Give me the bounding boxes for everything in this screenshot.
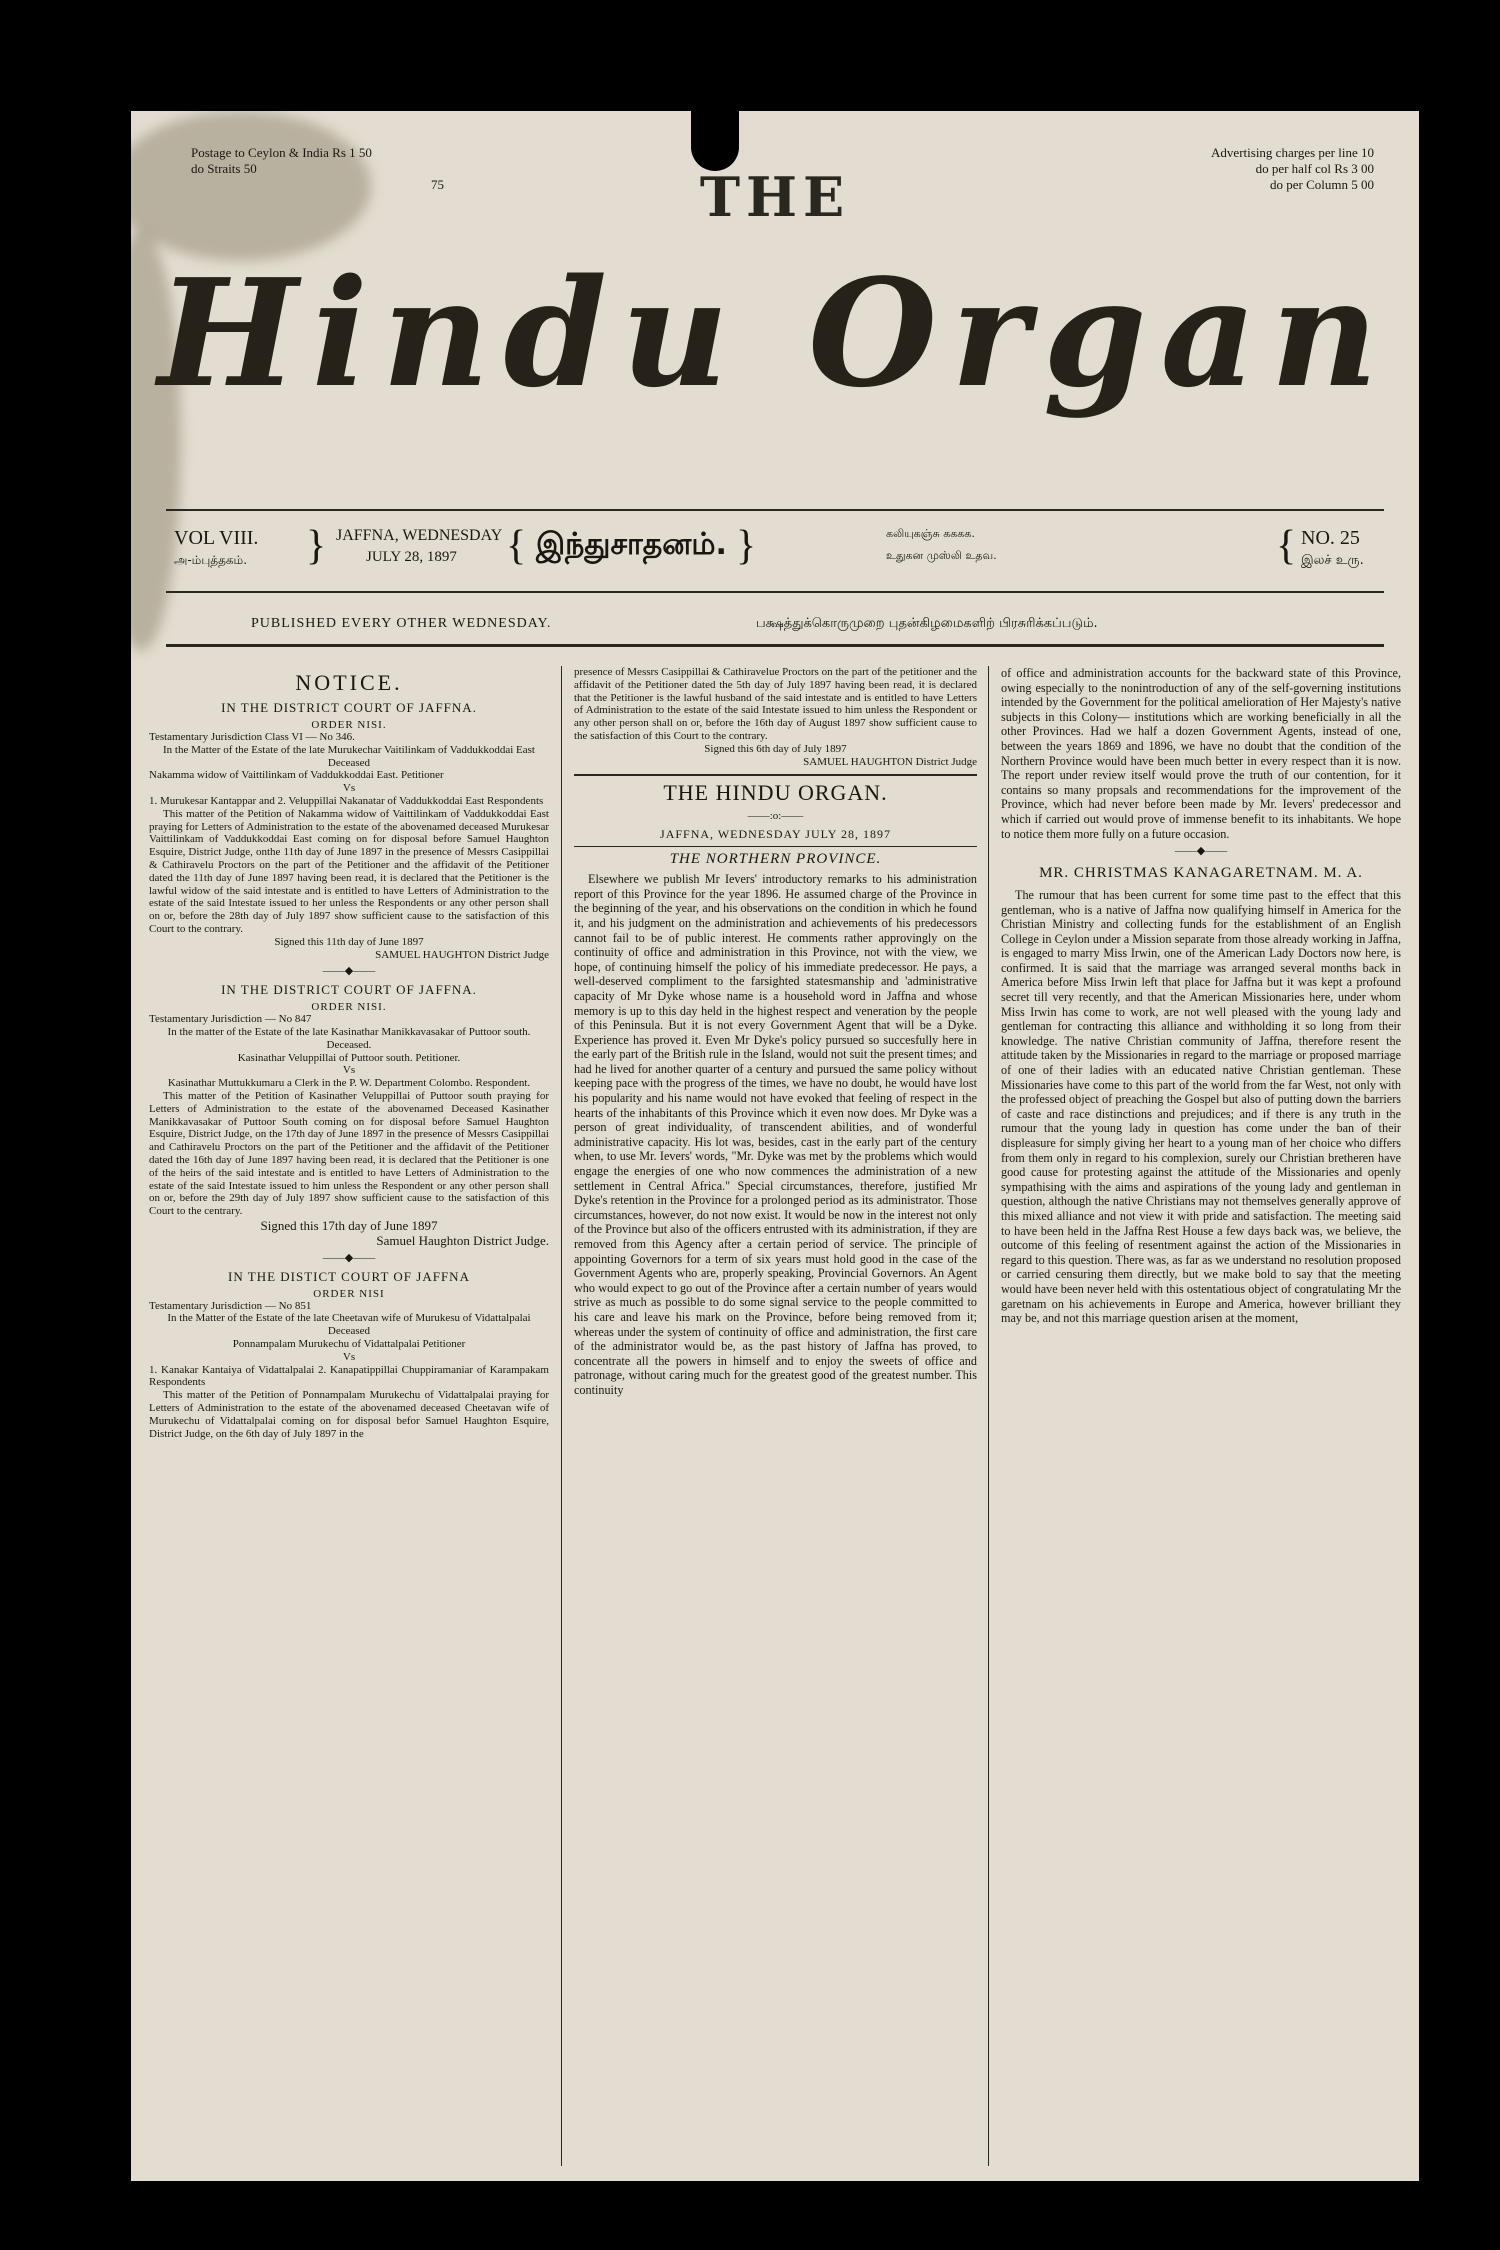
adv-line: Advertising charges per line 10	[1211, 145, 1374, 160]
place-day: JAFFNA, WEDNESDAY	[336, 527, 503, 544]
subs-line: 75	[431, 177, 444, 192]
order-nisi: ORDER NISI	[313, 1287, 385, 1300]
issue-number-tamil: இலச் உரு.	[1301, 553, 1364, 568]
case-number: Testamentary Jurisdiction Class VI — No 346.	[149, 731, 355, 743]
versus: Vs	[342, 782, 356, 795]
newspaper-page	[131, 111, 1419, 2181]
issue-date: JULY 28, 1897	[366, 549, 457, 565]
volume-tamil: அ-ம்புத்தகம்.	[174, 553, 248, 567]
issue-number: NO. 25	[1301, 527, 1360, 549]
separator: ——◆——	[1174, 845, 1228, 858]
tamil-title: இந்துசாதனம்.	[536, 527, 727, 562]
separator: ——:o:——	[747, 810, 804, 823]
petitioner: Ponnampalam Murukechu of Vidattalpalai Petitioner	[232, 1338, 466, 1351]
divider	[574, 846, 977, 847]
court-heading: IN THE DISTRICT COURT OF JAFFNA.	[221, 982, 477, 998]
column-1	[149, 666, 549, 1440]
tamil-era: கலியுகஞ்சு கககக.	[886, 527, 975, 540]
volume: VOL VIII.	[174, 527, 259, 549]
dateline: JAFFNA, WEDNESDAY JULY 28, 1897	[660, 827, 891, 842]
estate-matter: In the matter of the Estate of the late Kasinathar Manikkavasakar of Puttoor south. Deceased.	[167, 1025, 531, 1051]
column-rule	[988, 666, 989, 2166]
notice-body: This matter of the Petition of Nakamma widow of Vaittilinkam of Vaddukkoddai East praying for Letters of Administration to the estate of the abovenamed deceased Murukesar Vaittilinkam of Vaddukkoddai East coming on for disposal before Samuel Haughton Esquire, District Judge, onthe 11th day of June 1897 in the presence of Messrs Casippillai & Cathiravelu Proctors on the part of the Petitioner and the affidavit of the Petitioner dated the 11th day of June 1897 having been read, it is declared that the Petitioner is the lawful widow of the said intestate and is entitled to have Letters of Administration to the estate of the said Intestate issued to her unless the Respondents or any other person shall on or, before the 28th day of July 1897 show sufficient cause to the satisfaction of this Court to the contrary.	[149, 807, 549, 935]
article-headline: THE NORTHERN PROVINCE.	[669, 851, 882, 868]
notice-body: This matter of the Petition of Ponnampalam Murukechu of Vidattalpalai praying for Letters of Administration to the estate of the abovenamed deceased Cheetavan wife of Murukechu of Vidattalpalai coming on for disposal befor Samuel Haughton Esquire, District Judge, on the 6th day of July 1897 in the	[149, 1389, 549, 1440]
order-nisi: ORDER NISI.	[311, 719, 387, 731]
divider	[166, 509, 1384, 511]
estate-matter: In the Matter of the Estate of the late Murukechar Vaitilinkam of Vaddukkoddai East Deceased	[163, 743, 535, 769]
respondents: 1. Murukesar Kantappar and 2. Veluppillai Nakanatar of Vaddukkoddai East Respondents	[149, 794, 544, 807]
notice-body: This matter of the Petition of Kasinather Veluppillai of Puttoor south praying for Letters of Administration to the estate of the abovenamed Deceased Kasinather Manikkavasakar of Puttoor South coming on for disposal before Samuel Haughton Esquire, District Judge, on the 17th day of June 1897 in the presence of Messrs Casippillai and Cathiravelu Proctors on the part of the Petitioner and the affidavit of the Petitioner dated the 16th day of June 1897 having been read, it is declared that the Petitioner is one of the heirs of the said intestate and is entitled to have Letters of Administration to the estate of the said Intestate issued to him unless the Respondent or any other person shall on or, before the 29th day of July 1897 show sufficient cause to the satisfaction of this Court to the centrary.	[149, 1089, 549, 1218]
advertising-rates	[1211, 145, 1374, 193]
volume-bar	[166, 521, 1384, 581]
estate-matter: In the Matter of the Estate of the late Cheetavan wife of Murukesu of Vidattalpalai Deceased	[167, 1312, 531, 1338]
paper-name: THE HINDU ORGAN.	[663, 780, 888, 806]
judge-signature: SAMUEL HAUGHTON District Judge	[803, 755, 977, 768]
notice-body-continued: presence of Messrs Casippillai & Cathiravelue Proctors on the part of the petitioner and the affidavit of the Petitioner dated the 5th day of July 1897 having been read, it is declared that the Petitioner is the lawful husband of the said intestate and is entitled to have Letters of Administration to the estate of the said Intestate issued to him unless the Respondent or any other person shall on or, before the 16th day of August 1897 show sufficient cause to the satisfaction of this Court to the contrary.	[574, 666, 977, 742]
court-heading: IN THE DISTICT COURT OF JAFFNA	[228, 1268, 470, 1284]
column-3	[1001, 666, 1401, 1326]
signed-line: Signed this 6th day of July 1897	[704, 742, 847, 755]
masthead-top	[131, 145, 1419, 229]
article-body: Elsewhere we publish Mr Ievers' introductory remarks to his administration report of this Province for the year 1896. He assumed charge of the Province in the beginning of the year, and his observations on the condition in which he found it, and his judgment on the administration and achievements of his predecessors cannot fail to be of public interest. He comments rather approvingly on the continuity of office and administration in this Province, not with the view, we hope, of continuing himself the policy of his immediate predecessor. He pays, a well-deserved compliment to the farsighted statesmanship and 'administrative capacity of Mr Dyke whose name is a household word in Jaffna and whose memory is up to this day held in the highest respect and veneration by the people of this Peninsula. But it is not every Government Agent that will be a Dyke. Experience has proved it. Even Mr Dyke's policy pursued so succesfully here in the early part of the British rule in the Island, would not suit the present times; and had he lived for another quarter of a century and pursued the same policy without keeping pace with the progress of the times, we have no doubt, he would have lost his popularity and his name would not have evoked that feeling of respect in the hearts of the inhabitants of this Province which it even now does. Mr Dyke was a person of great individuality, of transcendent abilities, and of wonderful administrative capacity. His lot was, besides, cast in the early part of the century when, to use Mr. Ievers' words, "Mr. Dyke was met by the problems which would engage the energies of one who now commences the administration of a new settlement in Central Africa." Special circumstances, therefore, justified Mr Dyke's retention in the Province for a prolonged period as its administrator. Those circumstances, however, do not now exist. It would be now in the interest not only of the Province but also of the officers entrusted with its administration, if they are removed from this Agency after a certain period of service. The principle of appointing Governors for a term of six years must hold good in the case of the Government Agents who are, properly speaking, Provincial Governors. An Agent who would expect to go out of the Province after a certain number of years would strive as much as possible to do some signal service to the people committed to his care and leave his mark on the Province, before being removed from it; whereas under the system of continuity of office and administration, the first care of the administrator would be, as the past history of Jaffna has proved, to concentrate all the powers in himself and to enjoy the sweets of office and patronage, without caring much for the greatest good of the greatest number. This continuity	[574, 872, 977, 1397]
divider	[166, 591, 1384, 593]
masthead-the: THE	[699, 165, 851, 229]
petitioner: Nakamma widow of Vaittilinkam of Vaddukkoddai East. Petitioner	[149, 769, 444, 782]
article-headline: MR. CHRISTMAS KANAGARETNAM. M. A.	[1039, 864, 1363, 881]
order-nisi: ORDER NISI.	[311, 1001, 387, 1014]
published-tamil: பக்ஷத்துக்கொருமுறை புதன்கிழமைகளிற் பிரசுரிக்கப்படும்.	[756, 616, 1098, 631]
separator: ——◆——	[322, 1251, 376, 1264]
divider	[574, 774, 977, 776]
article-body-continued: of office and administration accounts for the backward state of this Province, owing especially to the nonintroduction of any of the self-governing institutions intended by the Government for the political amelioration of Her Majesty's native subjects in this Colony— institutions which are working beneficially in all the other Provinces. Had we half a dozen Government Agents, instead of one, between the years 1869 and 1896, we have no doubt that the condition of the Northern Province would have been much better in every respect than it is now. The report under review itself would prove the truth of our contention, for it contains so many propsals and recommendations for the improvement of the Province, which had never before been made by Mr. Ievers' predecessor and which if carried out would prove of immense benefit to its inhabitants. We hope to notice them more fully on a future occasion.	[1001, 666, 1401, 841]
signed-line: Signed this 11th day of June 1897	[274, 935, 424, 948]
subs-line: do Straits 50	[191, 161, 257, 176]
brace: {	[1276, 523, 1297, 569]
notice-heading: NOTICE.	[295, 670, 403, 695]
case-number: Testamentary Jurisdiction — No 851	[149, 1299, 312, 1312]
subs-line: Postage to Ceylon & India Rs 1 50	[191, 145, 372, 160]
petitioner: Kasinathar Veluppillai of Puttoor south. Petitioner.	[237, 1051, 461, 1064]
adv-line: do per half col Rs 3 00	[1255, 161, 1374, 176]
divider	[166, 644, 1384, 647]
versus: Vs	[342, 1350, 356, 1363]
respondents: Kasinathar Muttukkumaru a Clerk in the P. W. Department Colombo. Respondent.	[167, 1077, 531, 1090]
signed-line: Signed this 17th day of June 1897	[260, 1217, 438, 1233]
published-english: PUBLISHED EVERY OTHER WEDNESDAY.	[251, 616, 552, 631]
brace: {	[506, 523, 527, 569]
versus: Vs	[342, 1064, 356, 1077]
judge-signature: SAMUEL HAUGHTON District Judge	[375, 948, 549, 961]
column-rule	[561, 666, 562, 2166]
publication-line	[166, 616, 1384, 636]
tamil-era: உதுகன முஸ்லி உதவ.	[886, 549, 997, 562]
case-number: Testamentary Jurisdiction — No 847	[149, 1013, 312, 1026]
court-heading: IN THE DISTRICT COURT OF JAFFNA.	[221, 700, 477, 715]
judge-signature: Samuel Haughton District Judge.	[376, 1232, 549, 1248]
brace: }	[306, 523, 327, 569]
brace: }	[736, 523, 757, 569]
column-2	[574, 666, 977, 1398]
article-body: The rumour that has been current for some time past to the effect that this gentleman, who is a native of Jaffna now qualifying himself in America for the Christian Ministry and collecting funds for the establishment of an English College in Ceylon under a Mission separate from those already working in Jaffna, is engaged to marry Miss Irwin, one of the American Lady Doctors now here, is confirmed. It is said that the marriage was arranged several months back in America before Miss Irwin left that place for Jaffna but it was kept a profound secret till very recently, and that the American Missionaries here, under whom Miss Irwin has come to work, are not well pleased with the young lady and gentleman for contracting this alliance and withholding it so long from their knowledge. The native Christian community of Jaffna, therefore resent the attitude taken by the Missionaries in regard to the marriage or proposed marriage of one of their ladies with an educated native Christian gentleman. These Missionaries have come to this part of the world from the far West, not only with the professed object of preaching the Gospel but also of putting down the barriers of caste and race distinctions and prejudices; and if there is any truth in the rumour that the young lady in question has come under the ban of their displeasure for simply giving her heart to a young man of her choice who differs from them only in regard to his complexion, surely our Christian bretheren have good cause for protesting against the attitude of the Missionaries and openly sympathising with the aims and aspirations of the young lady and gentleman in question, although the native Christians may not themselves generally approve of this mixed alliance and not view it with pride and satisfaction. The meeting said to have been held in the Jaffna Rest House a few days back was, we believe, the outcome of this feeling of resentment against the action of the Missionaries in regard to this question. There was, as far as we understand no resolution proposed or carried censuring them directly, but we make bold to say that the meeting would have been never held with this ostentatious object of congratulating Mr the garetnam on his achievements in Europe and America, however brilliant they may be, and not this marriage question arisen at the moment,	[1001, 887, 1401, 1326]
newspaper-title: Hindu Organ	[157, 246, 1393, 420]
respondents: 1. Kanakar Kantaiya of Vidattalpalai 2. Kanapatippillai Chuppiramaniar of Karampakam Respondents	[149, 1363, 549, 1389]
adv-line: do per Column 5 00	[1270, 177, 1374, 192]
separator: ——◆——	[322, 965, 376, 978]
